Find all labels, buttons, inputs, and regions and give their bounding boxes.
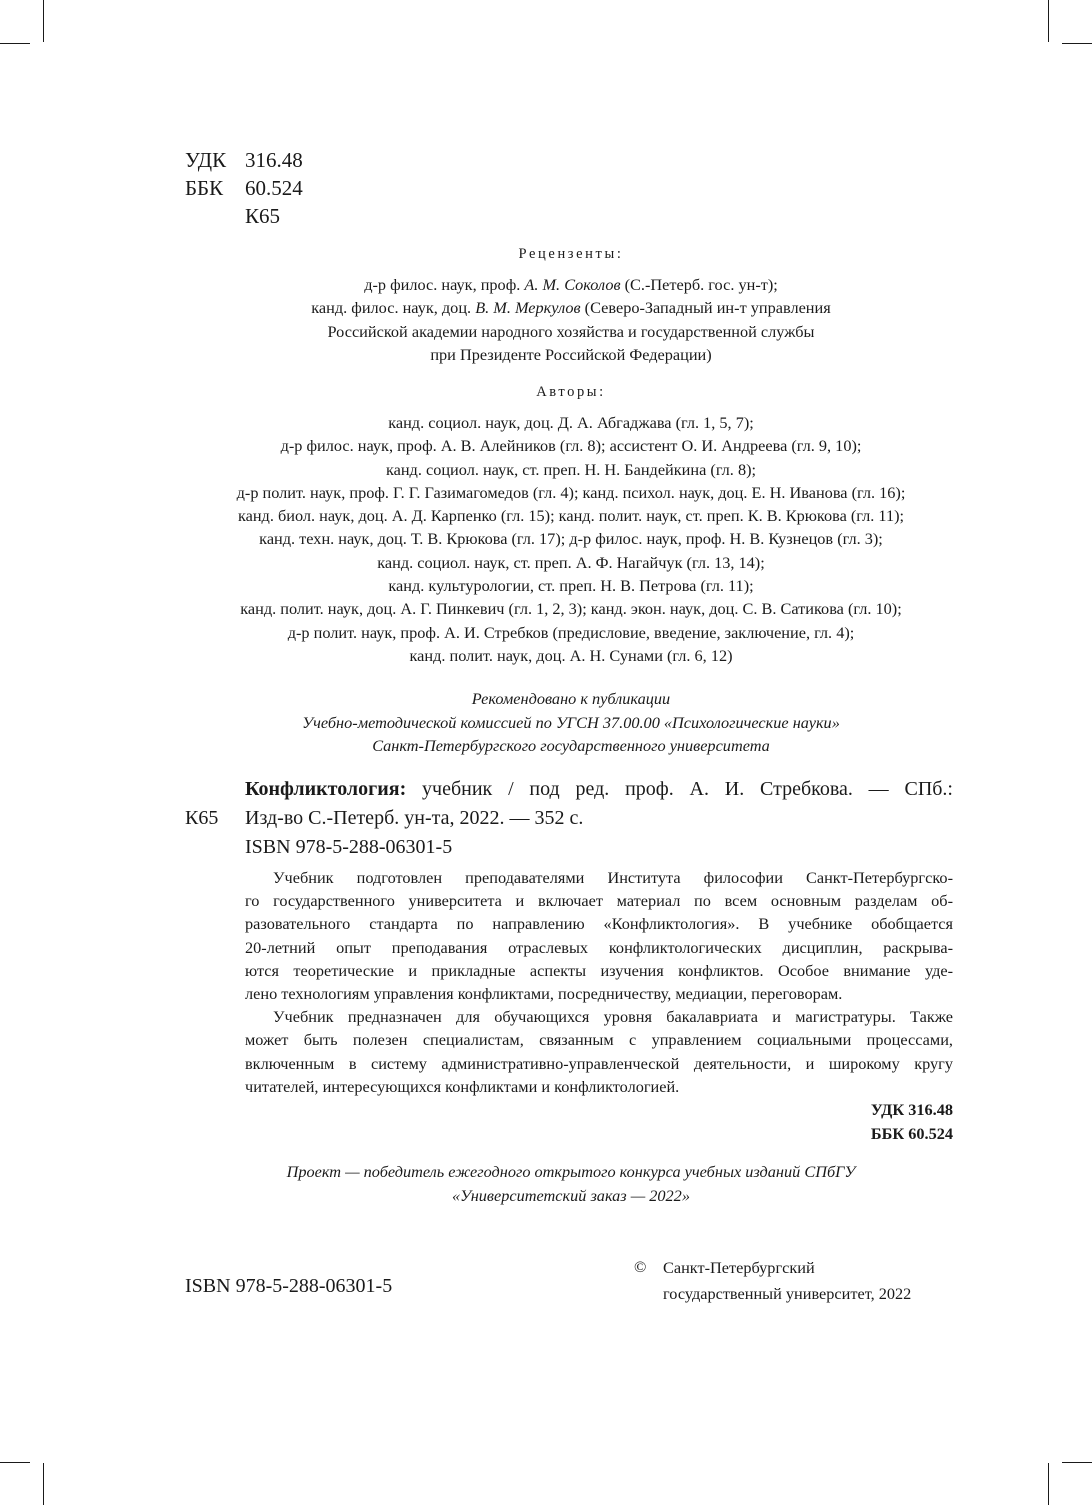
book-title: Конфликтология: bbox=[245, 778, 407, 800]
footer-isbn: ISBN 978-5-288-06301-5 bbox=[185, 1275, 393, 1297]
authors-label: Авторы: bbox=[536, 384, 606, 400]
reviewer-2-name: В. М. Меркулов bbox=[475, 298, 581, 318]
recommendation-line: Учебно-методической комиссией по УГСН 37.00.00 «Психологические науки» bbox=[302, 712, 840, 732]
recommendation-line: Рекомендовано к публикации bbox=[471, 689, 671, 708]
reviewer-2-line3: Российской академии народного хозяйства и государственной службы bbox=[327, 321, 815, 341]
recommendation-block bbox=[150, 687, 992, 758]
udk-summary: УДК 316.48 bbox=[870, 1100, 953, 1119]
project-note bbox=[150, 1160, 992, 1207]
author-line: канд. полит. наук, доц. А. Г. Пинкевич (гл. 1, 2, 3); канд. экон. наук, доц. С. В. Сатикова (гл. 10); bbox=[240, 599, 902, 619]
bibliographic-cipher: К65 bbox=[185, 807, 219, 829]
authors-list bbox=[150, 411, 992, 667]
author-line: канд. социол. наук, ст. преп. А. Ф. Нагайчук (гл. 13, 14); bbox=[377, 552, 765, 572]
crop-mark-top-right bbox=[1048, 0, 1049, 42]
reviewer-1-name: А. М. Соколов bbox=[524, 275, 621, 294]
cipher-value: К65 bbox=[245, 204, 281, 228]
author-line: д-р полит. наук, проф. Г. Г. Газимагомедов (гл. 4); канд. психол. наук, доц. Е. Н. Иванова (гл. 16); bbox=[236, 482, 906, 502]
author-line: д-р полит. наук, проф. А. И. Стребков (предисловие, введение, заключение, гл. 4); bbox=[287, 622, 855, 642]
udk-key: УДК bbox=[185, 148, 227, 172]
crop-mark-bottom-right bbox=[1048, 1463, 1049, 1505]
abstract-line: Учебник подготовлен преподавателями Института философии Санкт-Петербургско- bbox=[273, 868, 953, 887]
book-responsibility: учебник / под ред. проф. А. И. Стребкова. — СПб.: bbox=[406, 778, 953, 800]
reviewers-block bbox=[150, 273, 992, 366]
classification-summary bbox=[871, 1098, 953, 1145]
author-line: д-р филос. наук, проф. А. В. Алейников (гл. 8); ассистент О. И. Андреева (гл. 9, 10); bbox=[280, 436, 862, 456]
reviewer-2-line4: при Президенте Российской Федерации) bbox=[430, 344, 712, 364]
abstract-line: ются теоретические и прикладные аспекты изучения конфликтов. Особое внимание уде- bbox=[245, 960, 953, 980]
abstract-line: лено технологиям управления конфликтами, посредничеству, медиации, переговорам. bbox=[245, 984, 843, 1004]
reviewer-2-affiliation: (Северо-Западный ин-т управления bbox=[580, 298, 831, 318]
bibliographic-isbn: ISBN 978-5-288-06301-5 bbox=[245, 836, 453, 858]
reviewer-1-affiliation: (С.-Петерб. гос. ун-т); bbox=[620, 275, 778, 294]
recommendation-line: Санкт-Петербургского государственного университета bbox=[372, 736, 770, 755]
copyright-line-2: государственный университет, 2022 bbox=[663, 1284, 912, 1303]
crop-mark-top-left-h bbox=[0, 43, 30, 44]
abstract-line: 20-летний опыт преподавания отраслевых конфликтологических дисциплин, раскрыва- bbox=[245, 937, 953, 957]
abstract-line: может быть полезен специалистам, связанным с управлением социальными процессами, bbox=[245, 1030, 953, 1050]
bibliographic-record bbox=[245, 775, 953, 862]
author-cipher-row bbox=[185, 202, 303, 230]
classification-codes bbox=[185, 146, 303, 230]
abstract-line: разовательного стандарта по направлению «Конфликтология». В учебнике обобщается bbox=[245, 914, 953, 934]
author-line: канд. полит. наук, доц. А. Н. Сунами (гл. 6, 12) bbox=[409, 645, 733, 665]
bibliographic-line-1 bbox=[245, 775, 953, 804]
udk-row bbox=[185, 146, 303, 174]
reviewer-1-degree: д-р филос. наук, проф. bbox=[364, 275, 525, 294]
reviewers-label: Рецензенты: bbox=[518, 246, 624, 262]
copyright-holder bbox=[663, 1255, 911, 1307]
abstract-line: включенным в систему административно-управленческой деятельности, и широкому кругу bbox=[245, 1053, 953, 1073]
abstract-line: читателей, интересующихся конфликтами и конфликтологией. bbox=[245, 1076, 680, 1096]
bbk-summary: ББК 60.524 bbox=[870, 1123, 953, 1143]
crop-mark-bottom-left bbox=[43, 1463, 44, 1505]
bbk-key: ББК bbox=[185, 176, 224, 200]
author-line: канд. социол. наук, ст. преп. Н. Н. Бандейкина (гл. 8); bbox=[385, 459, 757, 479]
bbk-value: 60.524 bbox=[245, 176, 303, 200]
abstract-line: го государственного университета и включает материал по всем основным разделам об- bbox=[245, 891, 953, 911]
crop-mark-top-left bbox=[43, 0, 44, 42]
crop-mark-top-right-h bbox=[1062, 43, 1092, 44]
author-line: канд. социол. наук, доц. Д. А. Абгаджава (гл. 1, 5, 7); bbox=[388, 413, 754, 432]
reviewer-2-degree: канд. филос. наук, доц. bbox=[311, 298, 476, 318]
copyright-line-1: Санкт-Петербургский bbox=[663, 1258, 815, 1277]
abstract-line: Учебник предназначен для обучающихся уровня бакалавриата и магистратуры. Также bbox=[273, 1007, 953, 1027]
crop-mark-bottom-right-h bbox=[1062, 1462, 1092, 1463]
copyright-icon: © bbox=[634, 1257, 647, 1276]
bbk-row bbox=[185, 174, 303, 202]
crop-mark-bottom-left-h bbox=[0, 1462, 30, 1463]
udk-value: 316.48 bbox=[245, 148, 303, 172]
abstract bbox=[245, 866, 953, 1098]
reviewer-1 bbox=[150, 273, 992, 296]
author-line: канд. техн. наук, доц. Т. В. Крюкова (гл. 17); д-р филос. наук, проф. Н. В. Кузнецов (гл. 3); bbox=[259, 529, 883, 549]
cipher-key bbox=[185, 202, 245, 230]
project-line-1: Проект — победитель ежегодного открытого конкурса учебных изданий СПбГУ bbox=[286, 1162, 856, 1181]
author-line: канд. биол. наук, доц. А. Д. Карпенко (гл. 15); канд. полит. наук, ст. преп. К. В. Крюкова (гл. 11); bbox=[237, 506, 905, 526]
author-line: канд. культурологии, ст. преп. Н. В. Петрова (гл. 11); bbox=[388, 576, 754, 596]
bibliographic-line-2: Изд-во С.-Петерб. ун-та, 2022. — 352 с. bbox=[245, 807, 584, 829]
reviewer-2 bbox=[150, 296, 992, 319]
project-line-2: «Университетский заказ — 2022» bbox=[452, 1185, 690, 1205]
